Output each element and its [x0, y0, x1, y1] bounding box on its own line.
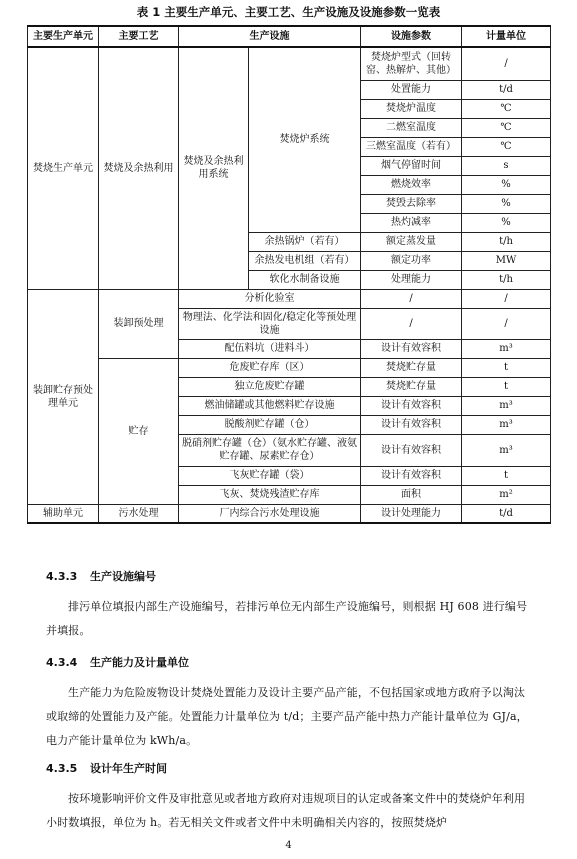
unit-cell: t/h	[462, 270, 551, 289]
param-cell: 焚烧贮存量	[361, 358, 462, 377]
unit-cell: %	[462, 175, 551, 194]
section-heading-4-3-4	[46, 656, 189, 670]
facility-parameter-table	[27, 25, 551, 524]
section-paragraph: 排污单位填报内部生产设施编号，若排污单位无内部生产设施编号，则根据 HJ 608 进行编号并填报。	[46, 600, 528, 637]
unit-cell: t/h	[462, 232, 551, 251]
facility-cell: 燃油储罐或其他燃料贮存设施	[179, 396, 361, 415]
unit-cell: /	[462, 289, 551, 308]
facility-cell: 配伍料坑（进料斗）	[179, 339, 361, 358]
param-cell: /	[361, 308, 462, 339]
unit-cell: %	[462, 213, 551, 232]
param-cell: 热灼减率	[361, 213, 462, 232]
param-cell: 设计处理能力	[361, 504, 462, 523]
facility-cell: 危废贮存库（区）	[179, 358, 361, 377]
unit-cell: m³	[462, 396, 551, 415]
param-cell: 三燃室温度（若有）	[361, 137, 462, 156]
storage-unit-cell: 装卸贮存预处理单元	[28, 289, 99, 504]
param-cell: 额定蒸发量	[361, 232, 462, 251]
section-title: 生产能力及计量单位	[90, 656, 189, 669]
pretreat-process-cell: 装卸预处理	[99, 289, 179, 358]
facility-cell: 飞灰贮存罐（袋）	[179, 466, 361, 485]
aux-process-cell: 污水处理	[99, 504, 179, 523]
param-cell: 二燃室温度	[361, 118, 462, 137]
param-cell: 额定功率	[361, 251, 462, 270]
facility-cell: 余热锅炉（若有）	[249, 232, 361, 251]
incineration-system-cell: 焚烧及余热利用系统	[179, 47, 249, 289]
unit-cell: m³	[462, 415, 551, 434]
unit-cell: m³	[462, 339, 551, 358]
param-cell: /	[361, 289, 462, 308]
header-process: 主要工艺	[99, 26, 179, 47]
section-paragraph: 生产能力为危险废物设计焚烧处置能力及设计主要产品产能，不包括国家或地方政府予以淘汰或取缔的处置能力及产能。处置能力计量单位为 t/d；主要产品产能中热力产能计量单位为 GJ/a，电力产能计量单位为 kWh/a。	[46, 686, 528, 747]
param-cell: 设计有效容积	[361, 466, 462, 485]
param-cell: 焚烧炉温度	[361, 99, 462, 118]
facility-cell: 独立危废贮存罐	[179, 377, 361, 396]
unit-cell: t	[462, 377, 551, 396]
facility-cell: 脱酸剂贮存罐（仓）	[179, 415, 361, 434]
param-cell: 焚毁去除率	[361, 194, 462, 213]
param-cell: 焚烧贮存量	[361, 377, 462, 396]
header-unit: 主要生产单元	[28, 26, 99, 47]
unit-cell: /	[462, 308, 551, 339]
facility-cell: 飞灰、焚烧残渣贮存库	[179, 485, 361, 504]
header-facility: 生产设施	[179, 26, 361, 47]
incineration-unit-cell: 焚烧生产单元	[28, 47, 99, 289]
unit-cell: ℃	[462, 137, 551, 156]
param-cell: 处理能力	[361, 270, 462, 289]
section-title: 设计年生产时间	[90, 762, 167, 775]
param-cell: 设计有效容积	[361, 434, 462, 466]
store-process-cell: 贮存	[99, 358, 179, 504]
section-heading-4-3-5	[46, 762, 167, 776]
section-number: 4.3.5	[46, 762, 78, 775]
unit-cell: t	[462, 466, 551, 485]
param-cell: 设计有效容积	[361, 396, 462, 415]
unit-cell: ℃	[462, 118, 551, 137]
section-number: 4.3.3	[46, 570, 78, 583]
unit-cell: m³	[462, 434, 551, 466]
param-cell: 烟气停留时间	[361, 156, 462, 175]
section-paragraph: 按环境影响评价文件及审批意见或者地方政府对违规项目的认定或备案文件中的焚烧炉年利用小时数填报，单位为 h。若无相关文件或者文件中未明确相关内容的，按照焚烧炉	[46, 792, 526, 829]
facility-cell: 厂内综合污水处理设施	[179, 504, 361, 523]
param-cell: 设计有效容积	[361, 415, 462, 434]
furnace-system-cell: 焚烧炉系统	[249, 47, 361, 232]
unit-cell: ℃	[462, 99, 551, 118]
section-title: 生产设施编号	[90, 570, 156, 583]
param-cell: 面积	[361, 485, 462, 504]
facility-cell: 分析化验室	[179, 289, 361, 308]
unit-cell: %	[462, 194, 551, 213]
facility-cell: 余热发电机组（若有）	[249, 251, 361, 270]
facility-cell: 软化水制备设施	[249, 270, 361, 289]
param-cell: 处置能力	[361, 80, 462, 99]
facility-cell: 脱硝剂贮存罐（仓）（氨水贮存罐、液氨贮存罐、尿素贮存仓）	[179, 434, 361, 466]
header-param: 设施参数	[361, 26, 462, 47]
param-cell: 焚烧炉型式（回转窑、热解炉、其他）	[361, 47, 462, 80]
aux-unit-cell: 辅助单元	[28, 504, 99, 523]
unit-cell: t	[462, 358, 551, 377]
param-cell: 设计有效容积	[361, 339, 462, 358]
unit-cell: t/d	[462, 504, 551, 523]
page-number: 4	[285, 840, 292, 851]
header-measure-unit: 计量单位	[462, 26, 551, 47]
unit-cell: s	[462, 156, 551, 175]
facility-cell: 物理法、化学法和固化/稳定化等预处理设施	[179, 308, 361, 339]
section-heading-4-3-3	[46, 570, 156, 584]
unit-cell: t/d	[462, 80, 551, 99]
incineration-process-cell: 焚烧及余热利用	[99, 47, 179, 289]
unit-cell: /	[462, 47, 551, 80]
param-cell: 燃烧效率	[361, 175, 462, 194]
section-number: 4.3.4	[46, 656, 78, 669]
unit-cell: MW	[462, 251, 551, 270]
table-title: 表 1 主要生产单元、主要工艺、生产设施及设施参数一览表	[136, 5, 441, 19]
unit-cell: m²	[462, 485, 551, 504]
